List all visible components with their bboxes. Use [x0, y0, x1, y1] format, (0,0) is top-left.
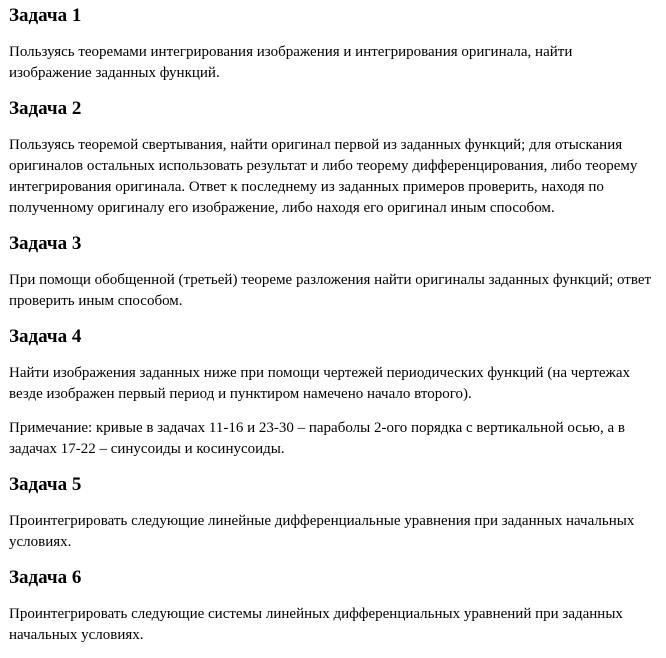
task-note: Примечание: кривые в задачах 11-16 и 23-30 – параболы 2-ого порядка с вертикальной осью, а в задачах 17-22 – синусоиды и косинусоиды. — [9, 420, 626, 457]
task-title: Задача 2 — [9, 98, 82, 119]
task-title: Задача 3 — [9, 233, 82, 254]
task-5 — [9, 473, 656, 553]
task-title: Задача 1 — [9, 5, 82, 26]
task-text: Пользуясь теоремами интегрирования изображения и интегрирования оригинала, найти изображение заданных функций. — [9, 44, 573, 81]
task-4 — [9, 325, 656, 460]
task-text: Пользуясь теоремой свертывания, найти оригинал первой из заданных функций; для отыскания оригиналов остальных использовать результат и либо теорему дифференцирования, либо теорему интегрирования оригинала. Ответ к последнему из заданных примеров проверить, находя по полученному оригиналу его изображение, либо находя его оригинал иным способом. — [9, 137, 638, 216]
task-text: Проинтегрировать следующие системы линейных дифференциальных уравнений при заданных начальных условиях. — [9, 606, 623, 643]
task-2 — [9, 97, 656, 219]
task-text: При помощи обобщенной (третьей) теореме разложения найти оригиналы заданных функций; ответ проверить иным способом. — [9, 272, 652, 309]
task-title: Задача 5 — [9, 474, 82, 495]
task-title: Задача 6 — [9, 567, 82, 588]
task-text: Проинтегрировать следующие линейные дифференциальные уравнения при заданных начальных условиях. — [9, 513, 635, 550]
task-3 — [9, 232, 656, 312]
task-1 — [9, 4, 656, 84]
task-6 — [9, 566, 656, 646]
task-text: Найти изображения заданных ниже при помощи чертежей периодических функций (на чертежах везде изображен первый период и пунктиром намечено начало второго). — [9, 365, 630, 402]
task-title: Задача 4 — [9, 326, 82, 347]
